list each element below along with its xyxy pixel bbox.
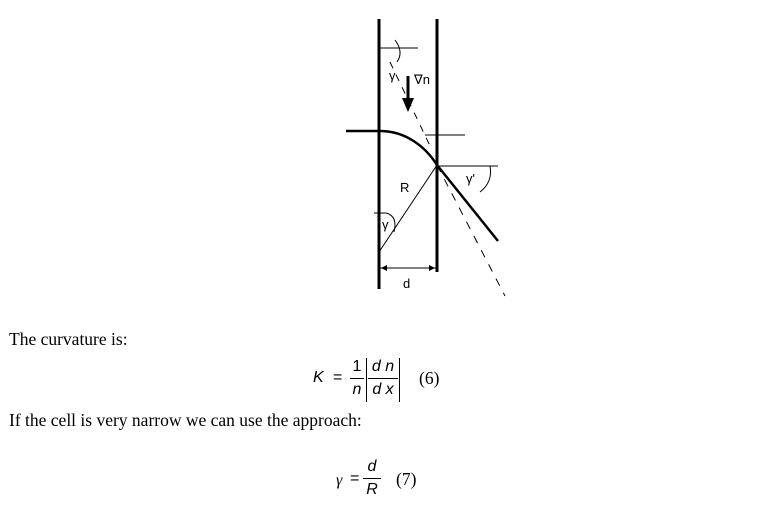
gamma-prime-label: γ' — [466, 171, 475, 186]
eq6-abs-right — [399, 358, 400, 402]
eq7-number: (7) — [396, 469, 417, 489]
eq6-coefficient — [350, 358, 364, 399]
curved-beam-path — [380, 131, 437, 165]
eq7-fraction — [363, 458, 381, 499]
eq6-lhs: K — [313, 369, 324, 386]
eq6-equals: = — [333, 369, 343, 386]
small-gamma-top-label: γ — [389, 68, 396, 83]
narrow-cell-text: If the cell is very narrow we can use the approach: — [9, 410, 362, 430]
eq6-deriv-bar — [368, 378, 398, 379]
width-arrow-left — [381, 265, 387, 271]
eq7-lhs: γ — [336, 472, 343, 489]
eq7-equals: = — [350, 470, 360, 487]
eq6-abs-left — [366, 358, 367, 402]
eq6-deriv-den: d x — [372, 381, 394, 398]
eq6-coef-den: n — [352, 381, 362, 398]
eq6-coef-bar — [350, 378, 364, 379]
gamma-label: γ — [382, 217, 389, 232]
radius-label: R — [400, 180, 410, 195]
gamma-prime-arc — [480, 166, 491, 192]
eq6-derivative — [368, 358, 398, 399]
eq7-bar — [363, 478, 381, 479]
eq6-coef-num: 1 — [352, 358, 362, 375]
eq6-number: (6) — [419, 368, 440, 388]
grad-n-label: ∇n — [414, 72, 430, 87]
width-arrow-right — [429, 265, 435, 271]
eq7-den: R — [366, 481, 378, 498]
curvature-intro-text: The curvature is: — [9, 329, 128, 349]
top-angle-arc — [395, 40, 400, 62]
radius-line — [379, 165, 437, 252]
eq7-num: d — [367, 458, 377, 475]
eq6-deriv-num: d n — [371, 358, 395, 375]
width-label: d — [403, 276, 411, 291]
